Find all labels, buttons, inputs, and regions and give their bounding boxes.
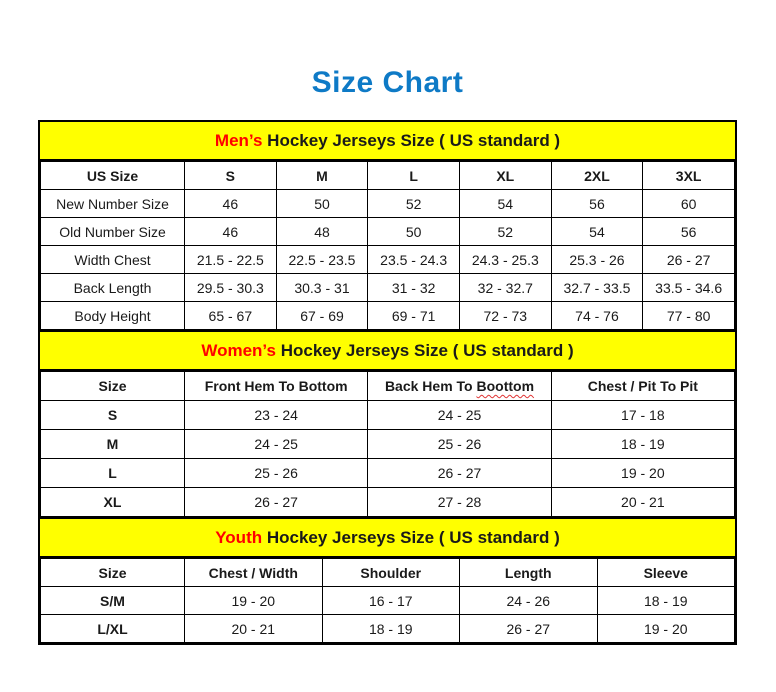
header-cell: S [185,162,277,190]
row-label: Body Height [41,302,185,330]
misspelled-word: Boottom [476,378,535,394]
value-cell: 56 [551,190,643,218]
value-cell: 74 - 76 [551,302,643,330]
header-cell: Sleeve [597,559,735,587]
value-cell: 18 - 19 [551,430,734,459]
header-row [41,162,735,190]
row-label: M [41,430,185,459]
row-label: Old Number Size [41,218,185,246]
value-cell: 72 - 73 [459,302,551,330]
value-cell: 50 [276,190,368,218]
value-cell: 21.5 - 22.5 [185,246,277,274]
value-cell: 32 - 32.7 [459,274,551,302]
value-cell: 50 [368,218,460,246]
value-cell: 29.5 - 30.3 [185,274,277,302]
value-cell: 18 - 19 [597,587,735,615]
row-label: Back Length [41,274,185,302]
header-cell: Shoulder [322,559,460,587]
value-cell: 25.3 - 26 [551,246,643,274]
section-youth [40,517,735,643]
header-cell: Chest / Width [185,559,323,587]
header-cell: M [276,162,368,190]
section-mens [40,122,735,330]
value-cell: 77 - 80 [643,302,735,330]
value-cell: 30.3 - 31 [276,274,368,302]
table-row [41,587,735,615]
value-cell: 31 - 32 [368,274,460,302]
value-cell: 24 - 25 [185,430,368,459]
value-cell: 26 - 27 [368,459,551,488]
youth-grid [40,558,735,643]
value-cell: 65 - 67 [185,302,277,330]
value-cell: 18 - 19 [322,615,460,643]
value-cell: 26 - 27 [643,246,735,274]
value-cell: 46 [185,218,277,246]
value-cell: 60 [643,190,735,218]
value-cell: 19 - 20 [185,587,323,615]
section-band-mens [40,122,735,161]
value-cell: 22.5 - 23.5 [276,246,368,274]
womens-grid [40,371,735,517]
table-row [41,430,735,459]
value-cell: 23.5 - 24.3 [368,246,460,274]
band-highlight-word: Men’s [214,130,263,150]
value-cell: 54 [551,218,643,246]
header-cell: L [368,162,460,190]
value-cell: 48 [276,218,368,246]
value-cell: 20 - 21 [185,615,323,643]
value-cell: 52 [368,190,460,218]
row-label: Width Chest [41,246,185,274]
table-row [41,302,735,330]
value-cell: 25 - 26 [368,430,551,459]
row-label: XL [41,488,185,517]
table-row [41,615,735,643]
band-highlight-word: Women’s [201,340,276,360]
header-cell: Size [41,559,185,587]
value-cell: 32.7 - 33.5 [551,274,643,302]
table-row [41,401,735,430]
size-chart-table [38,120,737,645]
section-band-womens [40,330,735,371]
row-label: S [41,401,185,430]
header-row [41,559,735,587]
value-cell: 24 - 25 [368,401,551,430]
value-cell: 67 - 69 [276,302,368,330]
value-cell: 16 - 17 [322,587,460,615]
value-cell: 24 - 26 [460,587,598,615]
band-rest-text: Hockey Jerseys Size ( US standard ) [275,340,574,360]
value-cell: 33.5 - 34.6 [643,274,735,302]
header-cell: 3XL [643,162,735,190]
row-label: New Number Size [41,190,185,218]
table-row [41,459,735,488]
header-row [41,372,735,401]
row-label: S/M [41,587,185,615]
mens-grid [40,161,735,330]
value-cell: 52 [459,218,551,246]
band-highlight-word: Youth [215,527,263,547]
table-row [41,488,735,517]
row-label: L/XL [41,615,185,643]
header-cell: 2XL [551,162,643,190]
value-cell: 26 - 27 [460,615,598,643]
header-cell: Size [41,372,185,401]
table-row [41,218,735,246]
value-cell: 46 [185,190,277,218]
value-cell: 54 [459,190,551,218]
band-rest-text: Hockey Jerseys Size ( US standard ) [262,130,561,150]
value-cell: 19 - 20 [551,459,734,488]
value-cell: 24.3 - 25.3 [459,246,551,274]
band-rest-text: Hockey Jerseys Size ( US standard ) [262,527,560,547]
section-womens [40,330,735,517]
table-row [41,246,735,274]
header-cell: US Size [41,162,185,190]
value-cell: 17 - 18 [551,401,734,430]
table-row [41,274,735,302]
header-cell: Front Hem To Bottom [185,372,368,401]
value-cell: 19 - 20 [597,615,735,643]
value-cell: 25 - 26 [185,459,368,488]
header-cell: Length [460,559,598,587]
value-cell: 56 [643,218,735,246]
value-cell: 27 - 28 [368,488,551,517]
value-cell: 23 - 24 [185,401,368,430]
table-row [41,190,735,218]
section-band-youth [40,517,735,558]
value-cell: 26 - 27 [185,488,368,517]
header-cell: XL [459,162,551,190]
row-label: L [41,459,185,488]
header-cell: Back Hem To Boottom [368,372,551,401]
value-cell: 69 - 71 [368,302,460,330]
header-cell: Chest / Pit To Pit [551,372,734,401]
page-title: Size Chart [311,66,464,99]
value-cell: 20 - 21 [551,488,734,517]
